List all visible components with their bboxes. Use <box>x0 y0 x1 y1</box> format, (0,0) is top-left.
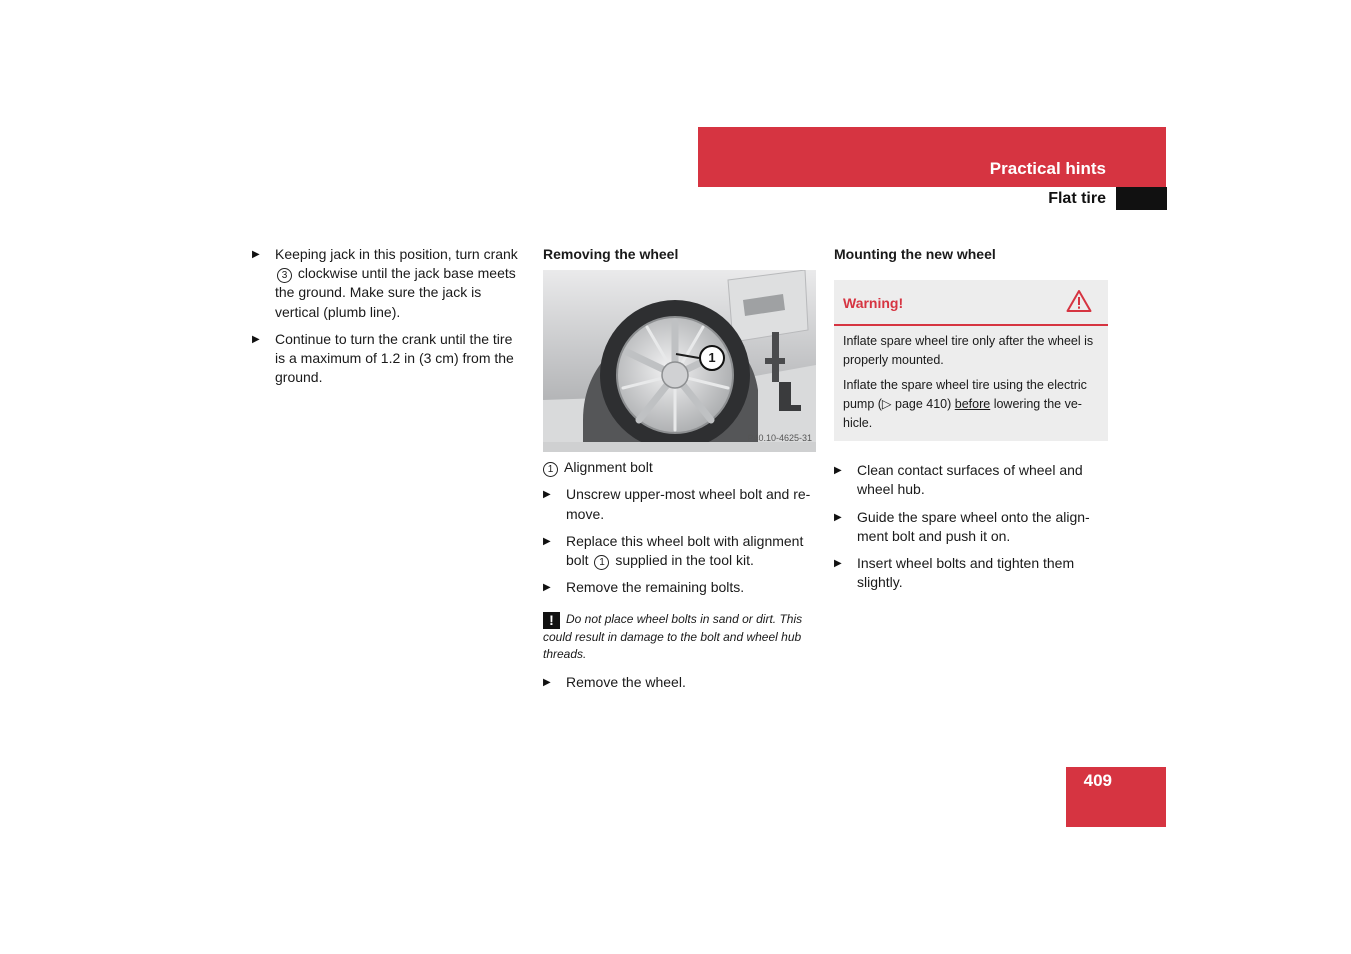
arrow-right-icon: ▶ <box>543 582 551 594</box>
warning-triangle-icon <box>1066 289 1092 313</box>
step-item: ▶ Remove the wheel. <box>543 674 686 691</box>
step-item: ▶ Clean contact surfaces of wheel and wheel hub. <box>834 462 1083 498</box>
section-title: Practical hints <box>989 159 1106 178</box>
arrow-right-icon: ▶ <box>834 511 842 523</box>
arrow-right-icon: ▶ <box>543 677 551 689</box>
warning-paragraph: Inflate spare wheel tire only after the wheel is properly mounted. <box>843 334 1094 368</box>
step-item: ▶ Remove the remaining bolts. <box>543 579 745 596</box>
subsection-marker <box>1116 187 1167 210</box>
warning-header <box>834 280 1108 326</box>
figure-caption: 1 Alignment bolt <box>543 458 817 477</box>
section-heading: Removing the wheel <box>543 246 679 262</box>
section-heading: Mounting the new wheel <box>834 246 996 262</box>
step-item: ▶ Guide the spare wheel onto the align-ment bolt and push it on. <box>834 508 1090 544</box>
wheel-illustration-svg <box>543 270 816 452</box>
arrow-right-icon: ▶ <box>834 558 842 570</box>
arrow-right-icon: ▶ <box>252 249 260 260</box>
page-number: 409 <box>1083 771 1112 790</box>
page-reference-link[interactable]: ▷ page 410 <box>881 397 948 412</box>
step-item: ▶ Insert wheel bolts and tighten them slightly. <box>834 555 1075 591</box>
right-column <box>834 245 1108 600</box>
left-column <box>252 245 524 395</box>
step-item: ▶ Continue to turn the crank until the tire is a maximum of 1.2 in (3 cm) from the ground. <box>252 330 514 386</box>
wheel-illustration <box>543 270 816 452</box>
page-number-box <box>1066 767 1166 827</box>
figure-callout: 1 <box>699 345 725 371</box>
emphasis-before: before <box>954 397 991 412</box>
callout-marker: 3 <box>277 268 292 283</box>
caution-note: ! Do not place wheel bolts in sand or dirt. This could result in damage to the bolt and wheel hub threads. <box>543 612 803 662</box>
subsection-title: Flat tire <box>1048 190 1106 207</box>
arrow-right-icon: ▶ <box>252 333 260 345</box>
exclamation-icon: ! <box>543 612 560 629</box>
warning-box <box>834 280 1108 441</box>
step-item: ▶ Replace this wheel bolt with alignment bolt 1 supplied in the tool kit. <box>543 532 804 569</box>
callout-marker: 1 <box>543 462 558 477</box>
arrow-right-icon: ▶ <box>834 465 842 477</box>
warning-body <box>834 326 1108 441</box>
arrow-right-icon: ▶ <box>543 535 551 547</box>
figure-code: P40.10-4625-31 <box>747 433 812 443</box>
middle-column <box>543 245 817 701</box>
warning-paragraph: Inflate the spare wheel tire using the electric pump (▷ page 410) before lowering the ve-hicle. <box>843 378 1087 431</box>
arrow-right-icon: ▶ <box>543 489 551 501</box>
callout-marker: 1 <box>594 555 609 570</box>
step-item: ▶ Keeping jack in this position, turn crank 3 clockwise until the jack base meets the ground. Make sure the jack is vertical (plumb line). <box>252 246 518 320</box>
step-item: ▶ Unscrew upper-most wheel bolt and re-move. <box>543 486 811 522</box>
warning-label: Warning! <box>843 295 904 312</box>
